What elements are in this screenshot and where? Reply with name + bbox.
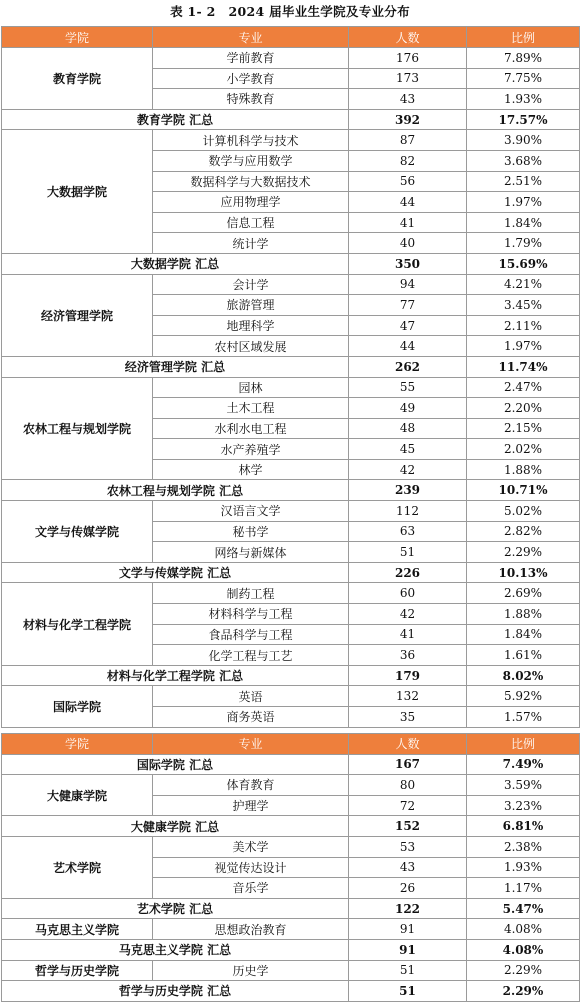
- major-cell: 思想政治教育: [153, 919, 349, 940]
- major-cell: 水利水电工程: [153, 418, 349, 439]
- subtotal-count: 226: [349, 562, 467, 583]
- subtotal-row: [2, 253, 580, 274]
- table-row: [2, 583, 580, 604]
- major-cell: 地理科学: [153, 315, 349, 336]
- subtotal-count: 392: [349, 109, 467, 130]
- subtotal-row: [2, 109, 580, 130]
- subtotal-row: [2, 898, 580, 919]
- table-row: [2, 836, 580, 857]
- table-row: [2, 686, 580, 707]
- count-cell: 35: [349, 707, 467, 728]
- table-row: [2, 48, 580, 69]
- ratio-cell: 1.88%: [467, 604, 580, 625]
- ratio-cell: 2.11%: [467, 315, 580, 336]
- subtotal-label: 教育学院 汇总: [2, 109, 349, 130]
- ratio-cell: 3.23%: [467, 795, 580, 816]
- subtotal-ratio: 7.49%: [467, 754, 580, 775]
- ratio-cell: 2.29%: [467, 960, 580, 981]
- ratio-cell: 2.29%: [467, 542, 580, 563]
- count-cell: 82: [349, 150, 467, 171]
- count-cell: 56: [349, 171, 467, 192]
- major-cell: 特殊教育: [153, 89, 349, 110]
- ratio-cell: 2.82%: [467, 521, 580, 542]
- subtotal-count: 262: [349, 356, 467, 377]
- major-cell: 土木工程: [153, 398, 349, 419]
- distribution-table-part-1: [1, 26, 580, 728]
- subtotal-label: 大健康学院 汇总: [2, 816, 349, 837]
- ratio-cell: 1.17%: [467, 878, 580, 899]
- subtotal-row: [2, 562, 580, 583]
- major-cell: 信息工程: [153, 212, 349, 233]
- ratio-cell: 2.02%: [467, 439, 580, 460]
- table-row: [2, 919, 580, 940]
- ratio-cell: 3.59%: [467, 775, 580, 796]
- count-cell: 176: [349, 48, 467, 69]
- major-cell: 学前教育: [153, 48, 349, 69]
- count-cell: 63: [349, 521, 467, 542]
- subtotal-label: 哲学与历史学院 汇总: [2, 981, 349, 1002]
- ratio-cell: 2.38%: [467, 836, 580, 857]
- count-cell: 47: [349, 315, 467, 336]
- subtotal-count: 239: [349, 480, 467, 501]
- major-cell: 水产养殖学: [153, 439, 349, 460]
- count-cell: 41: [349, 212, 467, 233]
- subtotal-ratio: 17.57%: [467, 109, 580, 130]
- college-cell: 马克思主义学院: [2, 919, 153, 940]
- major-cell: 旅游管理: [153, 295, 349, 316]
- count-cell: 87: [349, 130, 467, 151]
- header-major: 专业: [153, 733, 349, 754]
- college-cell: 经济管理学院: [2, 274, 153, 356]
- major-cell: 网络与新媒体: [153, 542, 349, 563]
- header-count: 人数: [349, 27, 467, 48]
- ratio-cell: 5.92%: [467, 686, 580, 707]
- major-cell: 秘书学: [153, 521, 349, 542]
- major-cell: 数据科学与大数据技术: [153, 171, 349, 192]
- ratio-cell: 2.15%: [467, 418, 580, 439]
- table-row: [2, 130, 580, 151]
- count-cell: 132: [349, 686, 467, 707]
- major-cell: 统计学: [153, 233, 349, 254]
- ratio-cell: 3.90%: [467, 130, 580, 151]
- major-cell: 材料科学与工程: [153, 604, 349, 625]
- subtotal-label: 经济管理学院 汇总: [2, 356, 349, 377]
- subtotal-ratio: 11.74%: [467, 356, 580, 377]
- major-cell: 汉语言文学: [153, 501, 349, 522]
- table-header-row: [2, 733, 580, 754]
- subtotal-ratio: 8.02%: [467, 665, 580, 686]
- header-major: 专业: [153, 27, 349, 48]
- subtotal-row: [2, 665, 580, 686]
- ratio-cell: 2.69%: [467, 583, 580, 604]
- major-cell: 历史学: [153, 960, 349, 981]
- subtotal-count: 152: [349, 816, 467, 837]
- count-cell: 49: [349, 398, 467, 419]
- table-row: [2, 274, 580, 295]
- table-row: [2, 501, 580, 522]
- college-cell: 教育学院: [2, 48, 153, 110]
- ratio-cell: 1.88%: [467, 459, 580, 480]
- major-cell: 护理学: [153, 795, 349, 816]
- major-cell: 食品科学与工程: [153, 624, 349, 645]
- college-cell: 国际学院: [2, 686, 153, 727]
- count-cell: 42: [349, 459, 467, 480]
- major-cell: 小学教育: [153, 68, 349, 89]
- subtotal-ratio: 10.71%: [467, 480, 580, 501]
- subtotal-ratio: 4.08%: [467, 939, 580, 960]
- major-cell: 商务英语: [153, 707, 349, 728]
- ratio-cell: 7.75%: [467, 68, 580, 89]
- college-cell: 农林工程与规划学院: [2, 377, 153, 480]
- subtotal-ratio: 15.69%: [467, 253, 580, 274]
- subtotal-ratio: 2.29%: [467, 981, 580, 1002]
- major-cell: 林学: [153, 459, 349, 480]
- ratio-cell: 1.57%: [467, 707, 580, 728]
- subtotal-row: [2, 754, 580, 775]
- subtotal-label: 材料与化学工程学院 汇总: [2, 665, 349, 686]
- major-cell: 计算机科学与技术: [153, 130, 349, 151]
- count-cell: 26: [349, 878, 467, 899]
- header-ratio: 比例: [467, 733, 580, 754]
- major-cell: 农村区域发展: [153, 336, 349, 357]
- ratio-cell: 2.20%: [467, 398, 580, 419]
- count-cell: 72: [349, 795, 467, 816]
- count-cell: 91: [349, 919, 467, 940]
- ratio-cell: 1.84%: [467, 624, 580, 645]
- major-cell: 会计学: [153, 274, 349, 295]
- subtotal-count: 51: [349, 981, 467, 1002]
- count-cell: 48: [349, 418, 467, 439]
- header-college: 学院: [2, 733, 153, 754]
- major-cell: 制药工程: [153, 583, 349, 604]
- ratio-cell: 1.93%: [467, 89, 580, 110]
- major-cell: 英语: [153, 686, 349, 707]
- major-cell: 视觉传达设计: [153, 857, 349, 878]
- college-cell: 材料与化学工程学院: [2, 583, 153, 665]
- count-cell: 41: [349, 624, 467, 645]
- distribution-table-part-2: [1, 733, 580, 1002]
- subtotal-label: 马克思主义学院 汇总: [2, 939, 349, 960]
- count-cell: 51: [349, 542, 467, 563]
- count-cell: 55: [349, 377, 467, 398]
- major-cell: 数学与应用数学: [153, 150, 349, 171]
- ratio-cell: 7.89%: [467, 48, 580, 69]
- count-cell: 112: [349, 501, 467, 522]
- ratio-cell: 1.97%: [467, 336, 580, 357]
- major-cell: 体育教育: [153, 775, 349, 796]
- table-row: [2, 960, 580, 981]
- table-row: [2, 377, 580, 398]
- major-cell: 音乐学: [153, 878, 349, 899]
- table-caption: 表 1- 2 2024 届毕业生学院及专业分布: [170, 4, 410, 19]
- subtotal-row: [2, 981, 580, 1002]
- count-cell: 43: [349, 89, 467, 110]
- ratio-cell: 3.45%: [467, 295, 580, 316]
- subtotal-ratio: 5.47%: [467, 898, 580, 919]
- ratio-cell: 2.47%: [467, 377, 580, 398]
- ratio-cell: 2.51%: [467, 171, 580, 192]
- count-cell: 43: [349, 857, 467, 878]
- subtotal-label: 大数据学院 汇总: [2, 253, 349, 274]
- count-cell: 44: [349, 192, 467, 213]
- ratio-cell: 5.02%: [467, 501, 580, 522]
- ratio-cell: 1.97%: [467, 192, 580, 213]
- subtotal-label: 农林工程与规划学院 汇总: [2, 480, 349, 501]
- ratio-cell: 4.08%: [467, 919, 580, 940]
- major-cell: 美术学: [153, 836, 349, 857]
- header-ratio: 比例: [467, 27, 580, 48]
- count-cell: 60: [349, 583, 467, 604]
- subtotal-count: 350: [349, 253, 467, 274]
- subtotal-label: 国际学院 汇总: [2, 754, 349, 775]
- table-header-row: [2, 27, 580, 48]
- subtotal-ratio: 6.81%: [467, 816, 580, 837]
- college-cell: 文学与传媒学院: [2, 501, 153, 563]
- college-cell: 艺术学院: [2, 836, 153, 898]
- header-count: 人数: [349, 733, 467, 754]
- header-college: 学院: [2, 27, 153, 48]
- major-cell: 应用物理学: [153, 192, 349, 213]
- subtotal-row: [2, 356, 580, 377]
- subtotal-count: 91: [349, 939, 467, 960]
- college-cell: 哲学与历史学院: [2, 960, 153, 981]
- count-cell: 51: [349, 960, 467, 981]
- ratio-cell: 1.61%: [467, 645, 580, 666]
- college-cell: 大健康学院: [2, 775, 153, 816]
- subtotal-row: [2, 480, 580, 501]
- ratio-cell: 1.84%: [467, 212, 580, 233]
- subtotal-label: 文学与传媒学院 汇总: [2, 562, 349, 583]
- count-cell: 94: [349, 274, 467, 295]
- subtotal-count: 167: [349, 754, 467, 775]
- count-cell: 53: [349, 836, 467, 857]
- count-cell: 42: [349, 604, 467, 625]
- count-cell: 40: [349, 233, 467, 254]
- count-cell: 173: [349, 68, 467, 89]
- ratio-cell: 1.79%: [467, 233, 580, 254]
- subtotal-row: [2, 939, 580, 960]
- count-cell: 45: [349, 439, 467, 460]
- ratio-cell: 1.93%: [467, 857, 580, 878]
- subtotal-label: 艺术学院 汇总: [2, 898, 349, 919]
- ratio-cell: 3.68%: [467, 150, 580, 171]
- major-cell: 园林: [153, 377, 349, 398]
- subtotal-count: 179: [349, 665, 467, 686]
- count-cell: 44: [349, 336, 467, 357]
- major-cell: 化学工程与工艺: [153, 645, 349, 666]
- table-row: [2, 775, 580, 796]
- subtotal-count: 122: [349, 898, 467, 919]
- count-cell: 36: [349, 645, 467, 666]
- subtotal-row: [2, 816, 580, 837]
- count-cell: 77: [349, 295, 467, 316]
- ratio-cell: 4.21%: [467, 274, 580, 295]
- college-cell: 大数据学院: [2, 130, 153, 254]
- subtotal-ratio: 10.13%: [467, 562, 580, 583]
- count-cell: 80: [349, 775, 467, 796]
